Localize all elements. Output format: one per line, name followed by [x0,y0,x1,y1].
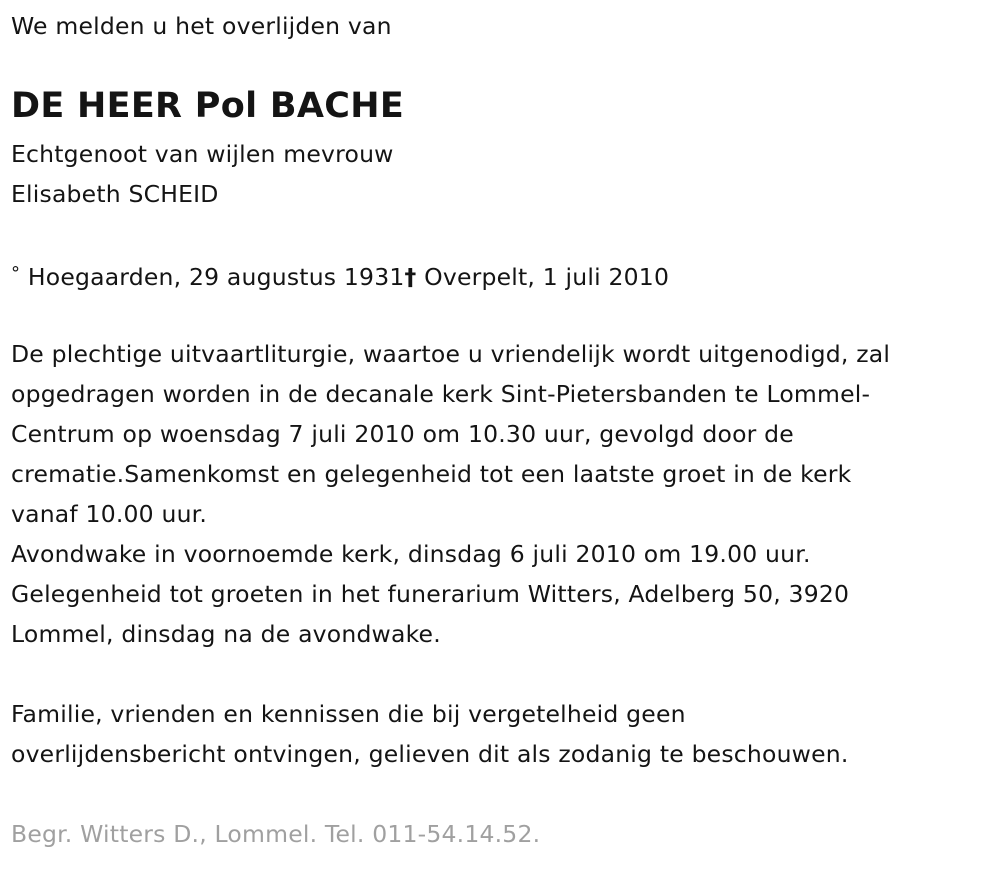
funeral-line: vanaf 10.00 uur. [11,500,208,528]
spouse-line-1: Echtgenoot van wijlen mevrouw [11,140,394,168]
undertaker-info: Begr. Witters D., Lommel. Tel. 011-54.14.52. [11,820,541,848]
notice-line: Familie, vrienden en kennissen die bij vergetelheid geen [11,700,686,728]
funeral-line: Lommel, dinsdag na de avondwake. [11,620,441,648]
spouse-info [11,134,394,214]
funeral-line: crematie.Samenkomst en gelegenheid tot een laatste groet in de kerk [11,460,852,488]
deceased-name: DE HEER Pol BACHE [11,86,405,126]
funeral-line: Avondwake in voornoemde kerk, dinsdag 6 juli 2010 om 19.00 uur. [11,540,811,568]
death-cross-icon: † [404,263,417,291]
birth-info: Hoegaarden, 29 augustus 1931 [20,263,405,291]
funeral-details [11,334,996,654]
family-notice [11,694,996,774]
funeral-line: De plechtige uitvaartliturgie, waartoe u vriendelijk wordt uitgenodigd, zal [11,340,891,368]
funeral-line: Centrum op woensdag 7 juli 2010 om 10.30 uur, gevolgd door de [11,420,794,448]
funeral-line: Gelegenheid tot groeten in het funerarium Witters, Adelberg 50, 3920 [11,580,850,608]
dates-line [11,254,669,297]
funeral-line: opgedragen worden in de decanale kerk Sint-Pietersbanden te Lommel- [11,380,871,408]
notice-line: overlijdensbericht ontvingen, gelieven dit als zodanig te beschouwen. [11,740,849,768]
spouse-line-2: Elisabeth SCHEID [11,180,219,208]
birth-symbol: ° [11,263,21,284]
death-info: Overpelt, 1 juli 2010 [416,263,670,291]
intro-text: We melden u het overlijden van [11,12,392,40]
birth-death-dates [11,254,669,297]
